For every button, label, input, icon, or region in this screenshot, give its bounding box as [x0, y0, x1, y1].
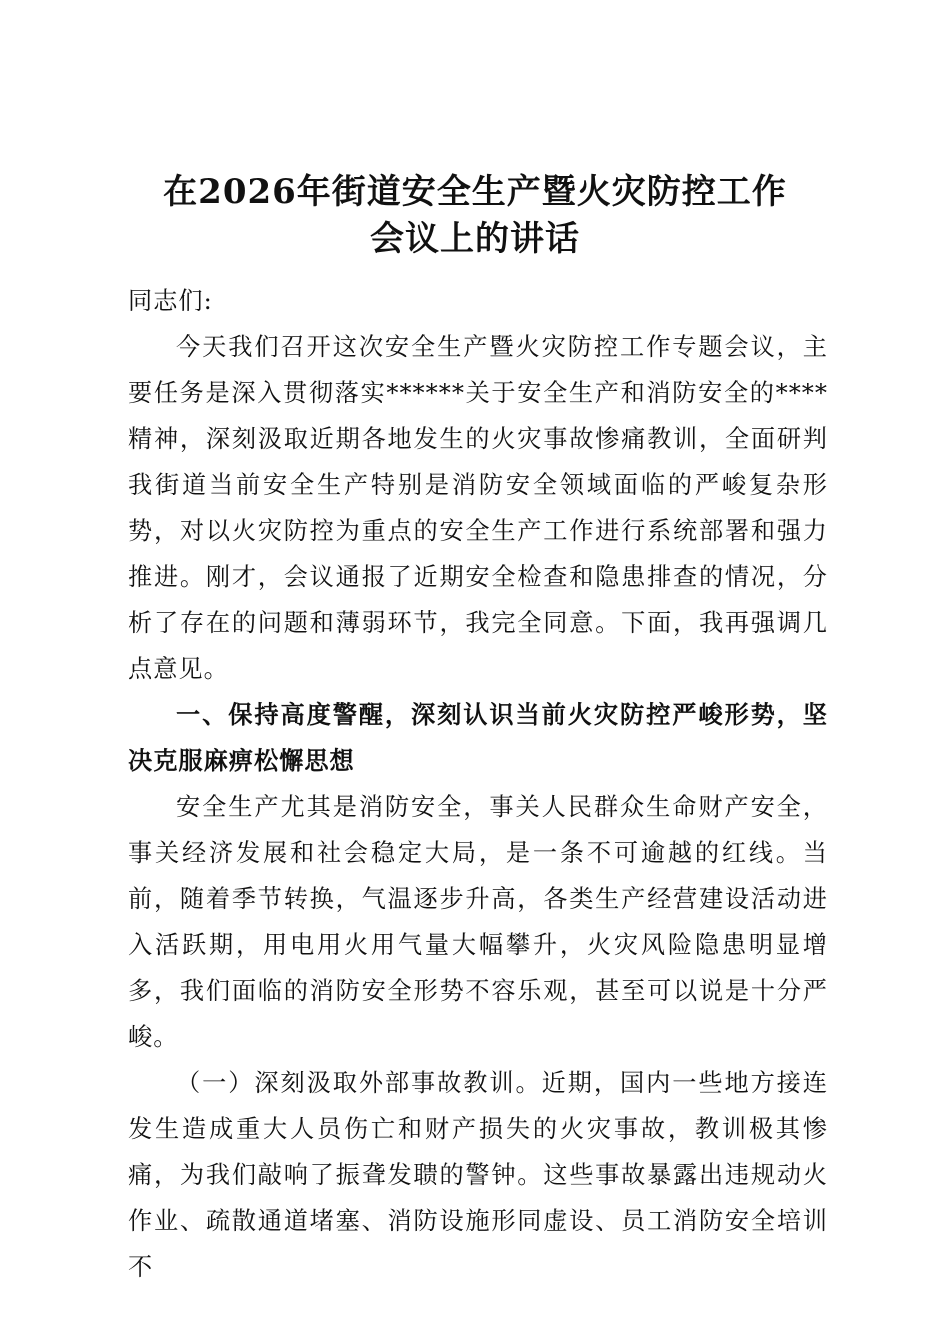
intro-paragraph: 今天我们召开这次安全生产暨火灾防控工作专题会议，主要任务是深入贯彻落实******关于安全生产和消防安全的****精神，深刻汲取近期各地发生的火灾事故惨痛教训，全面研判我街道当前安全生产特别是消防安全领域面临的严峻复杂形势，对以火灾防控为重点的安全生产工作进行系统部署和强力推进。刚才，会议通报了近期安全检查和隐患排查的情况，分析了存在的问题和薄弱环节，我完全同意。下面，我再强调几点意见。 — [128, 333, 828, 683]
body-paragraph: 安全生产尤其是消防安全，事关人民群众生命财产安全，事关经济发展和社会稳定大局，是一条不可逾越的红线。当前，随着季节转换，气温逐步升高，各类生产经营建设活动进入活跃期，用电用火用气量大幅攀升，火灾风险隐患明显增多，我们面临的消防安全形势不容乐观，甚至可以说是十分严峻。 — [128, 793, 828, 1051]
section-heading: 一、保持高度警醒，深刻认识当前火灾防控严峻形势，坚决克服麻痹松懈思想 — [128, 700, 828, 775]
document-title-line-1: 在2026年街道安全生产暨火灾防控工作 — [163, 172, 787, 212]
document-body — [128, 278, 828, 1290]
body-paragraph: （一）深刻汲取外部事故教训。近期，国内一些地方接连发生造成重大人员伤亡和财产损失的火灾事故，教训极其惨痛，为我们敲响了振聋发聩的警钟。这些事故暴露出违规动火作业、疏散通道堵塞、消防设施形同虚设、员工消防安全培训不 — [128, 1069, 828, 1281]
document-title-line-2: 会议上的讲话 — [370, 219, 580, 259]
salutation: 同志们: — [128, 287, 213, 315]
